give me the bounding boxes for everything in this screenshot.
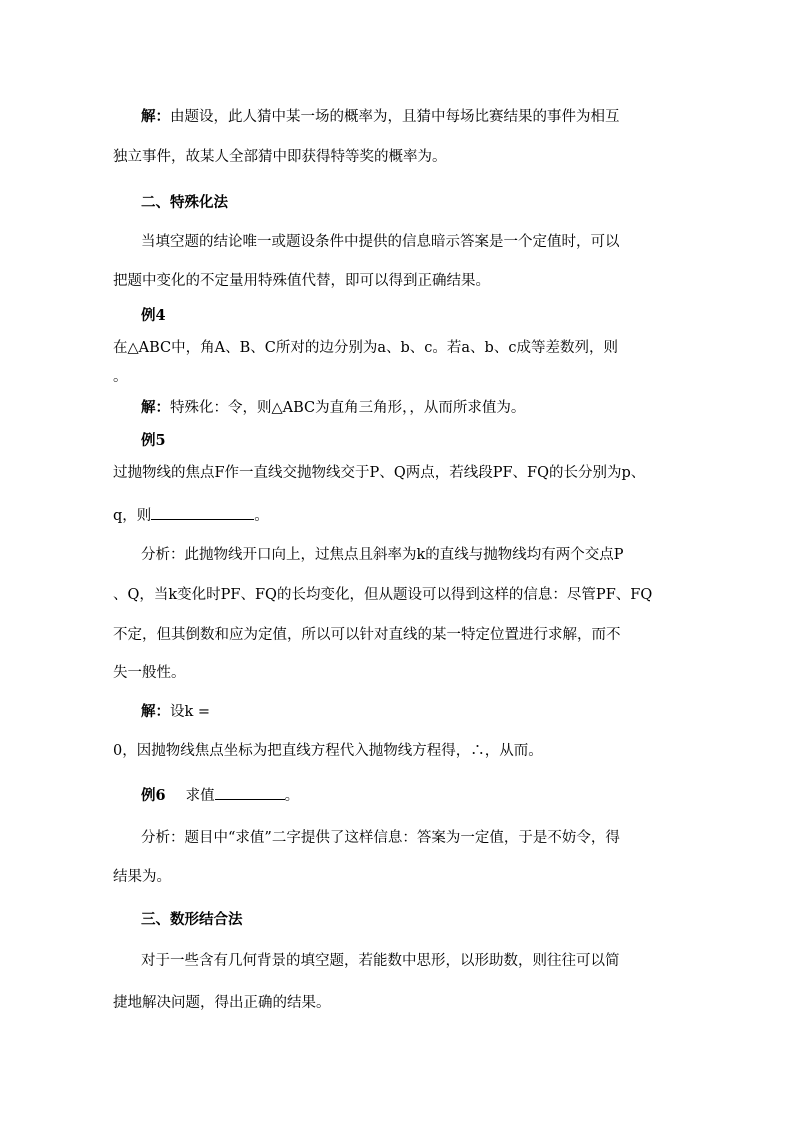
solution1-line1	[141, 107, 620, 127]
solution-label: 解：	[141, 108, 170, 125]
example5-question-line1: 过抛物线的焦点F作一直线交抛物线交于P、Q两点，若线段PF、FQ的长分别为p、	[113, 465, 646, 481]
example6-analysis-line2: 结果为。	[113, 869, 171, 885]
example6-label: 例6	[141, 787, 166, 804]
section2-paragraph-line2: 把题中变化的不定量用特殊值代替，即可以得到正确结果。	[113, 273, 490, 289]
example5-analysis-line4: 失一般性。	[113, 665, 186, 681]
example5-question-text: q，则	[113, 508, 152, 524]
example6-question-end: 。	[284, 788, 300, 804]
solution1-line2: 独立事件，故某人全部猜中即获得特等奖的概率为。	[113, 149, 447, 165]
section3-paragraph-line1: 对于一些含有几何背景的填空题，若能数中思形，以形助数，则往往可以简	[141, 953, 620, 969]
example5-question-end: 。	[254, 508, 269, 524]
section3-paragraph-line2: 捷地解决问题，得出正确的结果。	[113, 995, 331, 1011]
example6-line	[141, 785, 299, 806]
example4-label: 例4	[141, 307, 166, 324]
solution-label: 解：	[141, 399, 170, 416]
section2-paragraph-line1: 当填空题的结论唯一或题设条件中提供的信息暗示答案是一个定值时，可以	[141, 234, 620, 250]
example4-solution	[141, 398, 525, 418]
answer-blank	[215, 785, 285, 800]
example5-solution-text: 设k =	[170, 704, 211, 720]
example4-question: 在△ABC中，角A、B、C所对的边分别为a、b、c。若a、b、c成等差数列，则	[113, 340, 618, 356]
example6-question: 求值	[185, 788, 215, 804]
example5-solution-line1	[141, 702, 210, 722]
example5-question-line2	[113, 505, 269, 526]
example5-label: 例5	[141, 432, 166, 449]
example4-question-end: 。	[113, 369, 128, 385]
solution-label: 解：	[141, 703, 170, 720]
section2-heading: 二、特殊化法	[141, 194, 228, 211]
answer-blank	[151, 505, 254, 520]
example4-solution-text: 特殊化：令，则△ABC为直角三角形，，从而所求值为。	[170, 400, 526, 416]
section3-heading: 三、数形结合法	[141, 911, 243, 928]
example5-analysis-line1: 分析：此抛物线开口向上，过焦点且斜率为k的直线与抛物线均有两个交点P	[141, 547, 624, 563]
solution1-text: 由题设，此人猜中某一场的概率为，且猜中每场比赛结果的事件为相互	[170, 109, 620, 125]
example6-analysis-line1: 分析：题目中“求值”二字提供了这样信息：答案为一定值，于是不妨令，得	[141, 830, 620, 846]
example5-analysis-line2: 、Q，当k变化时PF、FQ的长均变化，但从题设可以得到这样的信息：尽管PF、FQ	[113, 587, 653, 603]
example5-solution-line2: 0，因抛物线焦点坐标为把直线方程代入抛物线方程得，∴，从而。	[113, 743, 543, 759]
example5-analysis-line3: 不定，但其倒数和应为定值，所以可以针对直线的某一特定位置进行求解，而不	[113, 627, 621, 643]
